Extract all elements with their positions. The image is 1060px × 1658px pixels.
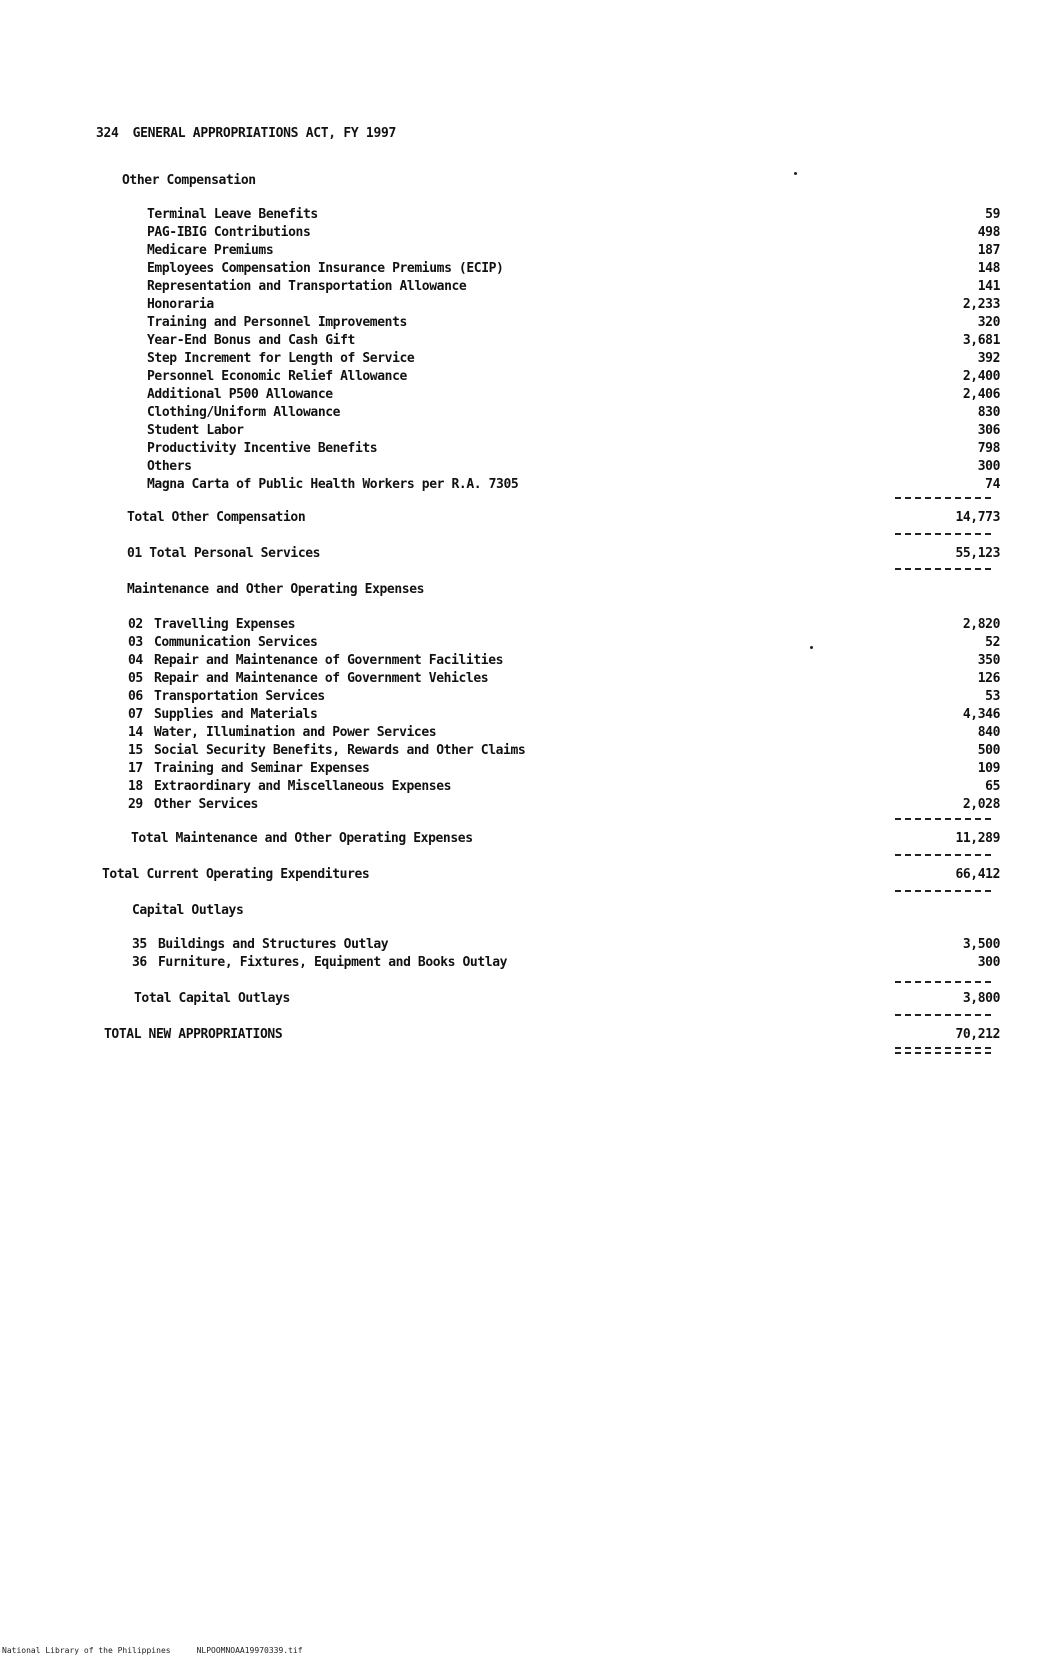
row-label: Medicare Premiums [147,243,274,258]
mooe-item [0,671,1060,689]
row-amount: 4,346 [962,707,1000,722]
capital-outlay-item [0,937,1060,955]
row-amount: 350 [977,653,1000,668]
row-text: Repair and Maintenance of Government Vehicles [154,671,489,686]
other-compensation-item [0,405,1060,423]
row-amount: 141 [977,279,1000,294]
row-code: 15 [128,743,143,758]
row-text: Repair and Maintenance of Government Facilities [154,653,504,668]
other-compensation-item [0,207,1060,225]
mooe-item [0,707,1060,725]
row-amount: 187 [977,243,1000,258]
mooe-item [0,653,1060,671]
row-label: Productivity Incentive Benefits [147,441,378,456]
row-amount: 55,123 [955,546,1000,561]
other-compensation-item [0,261,1060,279]
row-label [128,671,488,686]
row-amount: 59 [985,207,1000,222]
page-number: 324 [96,126,119,141]
other-compensation-item [0,459,1060,477]
total-other-compensation [0,510,1060,528]
row-label [132,937,388,952]
row-amount: 392 [977,351,1000,366]
row-amount: 70,212 [955,1027,1000,1042]
row-label: Total Maintenance and Other Operating Expenses [131,831,473,846]
row-amount: 11,289 [955,831,1000,846]
row-amount: 300 [977,955,1000,970]
row-label: Step Increment for Length of Service [147,351,415,366]
scan-speck [810,646,813,649]
other-compensation-item [0,315,1060,333]
row-label: Training and Personnel Improvements [147,315,407,330]
row-amount: 3,800 [962,991,1000,1006]
row-amount: 2,820 [962,617,1000,632]
scan-speck [794,172,797,175]
row-label: Honoraria [147,297,214,312]
other-compensation-item [0,351,1060,369]
other-compensation-item [0,423,1060,441]
row-text: Water, Illumination and Power Services [154,725,437,740]
row-text: Buildings and Structures Outlay [158,937,389,952]
row-code: 03 [128,635,143,650]
mooe-item [0,743,1060,761]
total-capital-outlays [0,991,1060,1009]
page-header [96,126,396,141]
other-compensation-item [0,369,1060,387]
row-code: 02 [128,617,143,632]
row-amount: 840 [977,725,1000,740]
row-label [132,955,507,970]
other-compensation-item [0,387,1060,405]
row-text: Transportation Services [154,689,325,704]
other-compensation-item [0,279,1060,297]
other-compensation-item [0,225,1060,243]
row-amount: 320 [977,315,1000,330]
row-label: Year-End Bonus and Cash Gift [147,333,355,348]
other-compensation-item [0,297,1060,315]
other-compensation-item [0,477,1060,495]
total-rule [895,818,991,820]
row-text: Communication Services [154,635,318,650]
row-amount: 14,773 [955,510,1000,525]
row-text: Other Services [154,797,258,812]
total-rule [895,981,991,983]
total-rule [895,854,991,856]
row-label: TOTAL NEW APPROPRIATIONS [104,1027,283,1042]
mooe-item [0,761,1060,779]
double-rule [895,1047,991,1054]
total-rule [895,1014,991,1016]
row-amount: 2,400 [962,369,1000,384]
section-heading-capital-outlays [0,903,1060,921]
row-label: Total Current Operating Expenditures [102,867,370,882]
footer-library: National Library of the Philippines [2,1646,171,1655]
row-label [128,725,436,740]
row-amount: 306 [977,423,1000,438]
other-compensation-item [0,333,1060,351]
row-amount: 3,681 [962,333,1000,348]
row-code: 18 [128,779,143,794]
row-text: Training and Seminar Expenses [154,761,370,776]
row-amount: 66,412 [955,867,1000,882]
row-amount: 148 [977,261,1000,276]
row-amount: 65 [985,779,1000,794]
row-label [128,635,317,650]
total-rule [895,497,991,499]
row-text: Supplies and Materials [154,707,318,722]
mooe-item [0,779,1060,797]
total-mooe [0,831,1060,849]
row-amount: 52 [985,635,1000,650]
section-heading-other-compensation [0,173,1060,191]
row-amount: 126 [977,671,1000,686]
row-label [128,761,369,776]
row-label [128,653,503,668]
row-amount: 74 [985,477,1000,492]
row-amount: 3,500 [962,937,1000,952]
row-amount: 2,406 [962,387,1000,402]
row-code: 36 [132,955,147,970]
row-label: Magna Carta of Public Health Workers per R.A. 7305 [147,477,519,492]
total-new-appropriations [0,1027,1060,1045]
capital-outlay-item [0,955,1060,973]
row-label: Personnel Economic Relief Allowance [147,369,407,384]
row-text: Furniture, Fixtures, Equipment and Books Outlay [158,955,508,970]
row-text: Extraordinary and Miscellaneous Expenses [154,779,452,794]
row-label: Employees Compensation Insurance Premiums (ECIP) [147,261,504,276]
row-amount: 798 [977,441,1000,456]
footer-filename: NLPOOMNOAA19970339.tif [196,1646,303,1655]
total-personal-services [0,546,1060,564]
row-label: Other Compensation [122,173,256,188]
row-label: Student Labor [147,423,244,438]
row-amount: 2,028 [962,797,1000,812]
row-label: Clothing/Uniform Allowance [147,405,341,420]
row-label [128,797,258,812]
row-code: 07 [128,707,143,722]
row-label [128,689,325,704]
row-amount: 500 [977,743,1000,758]
row-label: Additional P500 Allowance [147,387,333,402]
row-code: 35 [132,937,147,952]
mooe-item [0,635,1060,653]
row-amount: 300 [977,459,1000,474]
mooe-item [0,617,1060,635]
mooe-item [0,689,1060,707]
row-label [128,779,451,794]
row-label: Terminal Leave Benefits [147,207,318,222]
section-heading-mooe [0,582,1060,600]
row-amount: 498 [977,225,1000,240]
row-amount: 2,233 [962,297,1000,312]
row-label [128,617,295,632]
other-compensation-item [0,441,1060,459]
other-compensation-item [0,243,1060,261]
row-label: Total Other Compensation [127,510,306,525]
row-code: 29 [128,797,143,812]
scan-footer [2,1646,329,1655]
total-rule [895,533,991,535]
row-code: 04 [128,653,143,668]
row-label: PAG-IBIG Contributions [147,225,311,240]
total-rule [895,568,991,570]
row-text: Travelling Expenses [154,617,296,632]
row-label [128,707,317,722]
row-label: Representation and Transportation Allowance [147,279,467,294]
row-code: 06 [128,689,143,704]
row-label: Total Capital Outlays [134,991,290,1006]
row-label: Others [147,459,192,474]
row-label: 01 Total Personal Services [127,546,321,561]
row-text: Social Security Benefits, Rewards and Other Claims [154,743,526,758]
total-rule [895,890,991,892]
page-title: GENERAL APPROPRIATIONS ACT, FY 1997 [132,126,397,141]
row-amount: 53 [985,689,1000,704]
total-current-operating-expenditures [0,867,1060,885]
row-label [128,743,525,758]
row-label: Capital Outlays [132,903,244,918]
row-code: 05 [128,671,143,686]
row-code: 17 [128,761,143,776]
row-label: Maintenance and Other Operating Expenses [127,582,425,597]
row-code: 14 [128,725,143,740]
row-amount: 830 [977,405,1000,420]
row-amount: 109 [977,761,1000,776]
mooe-item [0,725,1060,743]
mooe-item [0,797,1060,815]
